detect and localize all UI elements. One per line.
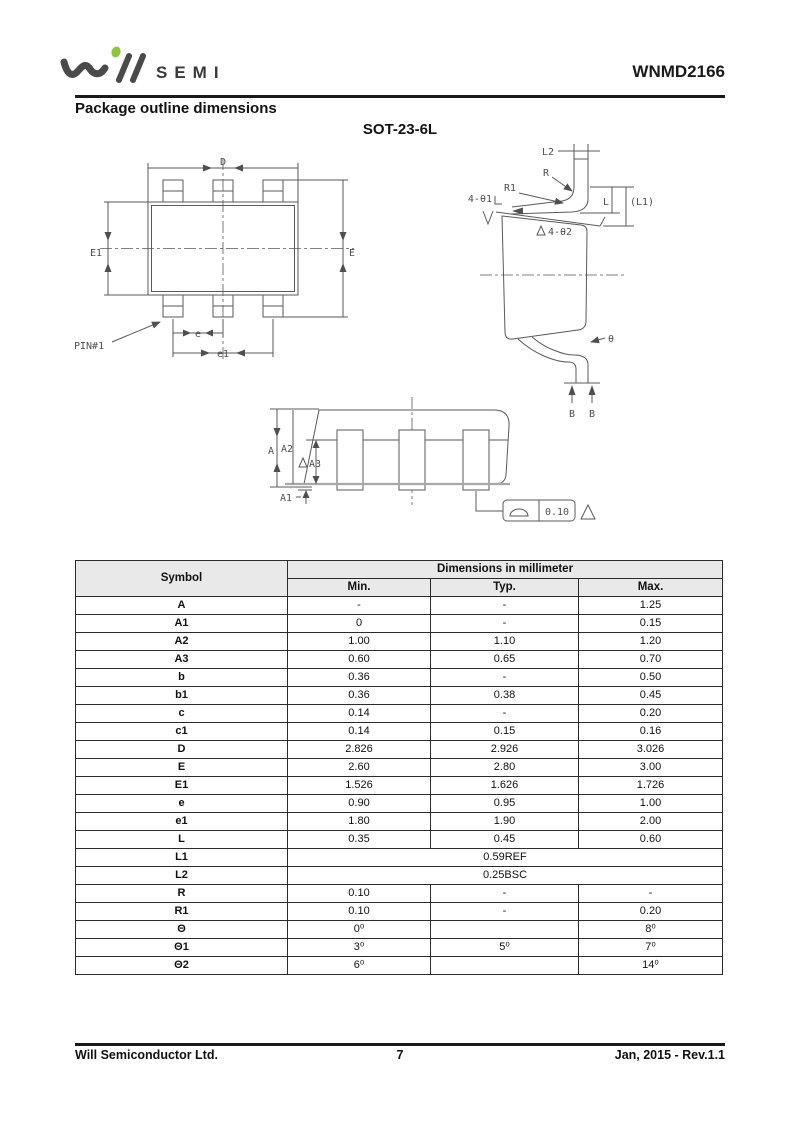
typ-value-cell [431,921,579,939]
symbol-cell: A1 [76,615,288,633]
dim-label-B-right: B [588,409,596,420]
min-value-cell: 0.10 [288,903,431,921]
symbol-cell: R1 [76,903,288,921]
typ-value-cell: - [431,615,579,633]
min-value-cell: 0.36 [288,687,431,705]
dim-label-theta1: 4-θ1 [467,194,492,205]
table-row [76,615,723,633]
table-row [76,687,723,705]
symbol-cell: E1 [76,777,288,795]
footer-revision: Jan, 2015 - Rev.1.1 [614,1048,726,1062]
typ-value-cell: 0.95 [431,795,579,813]
symbol-cell: L2 [76,867,288,885]
symbol-cell: A [76,597,288,615]
table-row [76,633,723,651]
table-row [76,705,723,723]
dim-label-R1: R1 [503,183,516,194]
footer-page-number: 7 [396,1048,404,1062]
dim-label-A1: A1 [280,493,293,504]
min-value-cell: 2.60 [288,759,431,777]
max-column-header: Max. [579,579,723,597]
typ-value-cell: - [431,903,579,921]
symbol-cell: Θ1 [76,939,288,957]
table-row [76,903,723,921]
min-value-cell: 0.36 [288,669,431,687]
dim-label-A3: A3 [309,459,322,470]
table-row [76,885,723,903]
max-value-cell: 1.20 [579,633,723,651]
revision-triangle-icon [581,505,595,519]
logo-w-mark [64,62,105,74]
table-row [76,597,723,615]
symbol-cell: A3 [76,651,288,669]
table-row [76,921,723,939]
dim-label-e: e [194,329,202,340]
table-row [76,723,723,741]
table-row [76,831,723,849]
table-row [76,795,723,813]
symbol-cell: c [76,705,288,723]
max-value-cell: - [579,885,723,903]
max-value-cell: 3.00 [579,759,723,777]
table-row [76,741,723,759]
will-semi-logo-graphic [56,44,316,94]
min-value-cell: 0 [288,615,431,633]
dim-label-E: E [349,248,356,259]
dim-label-e1: e1 [216,349,230,360]
symbol-cell: L [76,831,288,849]
max-value-cell: 14⁰ [579,957,723,975]
top-view [74,157,355,360]
logo-slash-1 [119,56,129,80]
min-value-cell: 0.90 [288,795,431,813]
table-row [76,957,723,975]
symbol-cell: A2 [76,633,288,651]
table-row [76,669,723,687]
min-value-cell: 0.35 [288,831,431,849]
typ-value-cell: 0.65 [431,651,579,669]
section-title: Package outline dimensions [75,100,277,117]
min-value-cell: 0.60 [288,651,431,669]
symbol-cell: c1 [76,723,288,741]
symbol-column-header: Symbol [76,561,288,597]
min-value-cell: 0.10 [288,885,431,903]
typ-value-cell: 2.926 [431,741,579,759]
part-number: WNMD2166 [632,62,725,81]
front-view [268,397,595,521]
dimensions-table [75,560,722,975]
min-value-cell: 6⁰ [288,957,431,975]
min-value-cell: - [288,597,431,615]
max-value-cell: 1.726 [579,777,723,795]
symbol-cell: D [76,741,288,759]
package-outline-drawing [60,135,740,545]
min-value-cell: 0.14 [288,723,431,741]
logo-green-dot [110,45,122,58]
max-value-cell: 2.00 [579,813,723,831]
max-value-cell: 0.16 [579,723,723,741]
symbol-cell: b [76,669,288,687]
max-value-cell: 0.20 [579,705,723,723]
span-value-cell: 0.25BSC [288,867,723,885]
typ-value-cell: - [431,705,579,723]
table-row [76,939,723,957]
typ-value-cell: - [431,885,579,903]
typ-value-cell: 1.90 [431,813,579,831]
logo-brand-text: SEMI [156,63,226,82]
typ-value-cell: - [431,597,579,615]
header-rule [75,95,725,98]
table-row [76,867,723,885]
side-view [468,144,654,420]
max-value-cell: 1.00 [579,795,723,813]
symbol-cell: e1 [76,813,288,831]
min-value-cell: 3⁰ [288,939,431,957]
symbol-cell: L1 [76,849,288,867]
max-value-cell: 7⁰ [579,939,723,957]
min-value-cell: 1.526 [288,777,431,795]
max-value-cell: 8⁰ [579,921,723,939]
typ-value-cell: 0.15 [431,723,579,741]
dim-label-theta: θ [608,334,615,345]
span-value-cell: 0.59REF [288,849,723,867]
symbol-cell: e [76,795,288,813]
typ-value-cell: 0.38 [431,687,579,705]
dimensions-table-body [76,597,723,975]
min-column-header: Min. [288,579,431,597]
package-name-title: SOT-23-6L [362,121,438,138]
typ-value-cell [431,957,579,975]
footer-rule [75,1043,725,1046]
min-value-cell: 1.80 [288,813,431,831]
max-value-cell: 0.45 [579,687,723,705]
min-value-cell: 0⁰ [288,921,431,939]
dim-label-E1: E1 [89,248,102,259]
footer-company: Will Semiconductor Ltd. [75,1048,218,1062]
symbol-cell: E [76,759,288,777]
typ-value-cell: 5⁰ [431,939,579,957]
symbol-cell: R [76,885,288,903]
symbol-cell: Θ2 [76,957,288,975]
seating-plane-symbol [510,509,528,516]
min-value-cell: 2.826 [288,741,431,759]
dim-label-L1: (L1) [630,197,655,208]
dim-label-R: R [542,168,549,179]
pin1-label: PIN#1 [74,341,105,352]
dim-label-A: A [267,446,274,457]
max-value-cell: 1.25 [579,597,723,615]
min-value-cell: 1.00 [288,633,431,651]
typ-value-cell: 0.45 [431,831,579,849]
typ-value-cell: 1.626 [431,777,579,795]
max-value-cell: 3.026 [579,741,723,759]
dim-label-B-left: B [568,409,576,420]
max-value-cell: 0.60 [579,831,723,849]
logo [56,44,316,94]
dim-label-L2: L2 [541,147,554,158]
table-row [76,849,723,867]
max-value-cell: 0.50 [579,669,723,687]
dim-label-L: L [602,197,609,208]
logo-slash-2 [133,56,143,80]
max-value-cell: 0.70 [579,651,723,669]
symbol-cell: Θ [76,921,288,939]
typ-column-header: Typ. [431,579,579,597]
max-value-cell: 0.20 [579,903,723,921]
symbol-cell: b1 [76,687,288,705]
min-value-cell: 0.14 [288,705,431,723]
table-row [76,777,723,795]
table-row [76,651,723,669]
max-value-cell: 0.15 [579,615,723,633]
footer [75,1048,725,1062]
dim-label-A2: A2 [281,444,294,455]
tolerance-value: 0.10 [544,507,570,518]
table-row [76,759,723,777]
dimensions-group-header: Dimensions in millimeter [288,561,723,579]
typ-value-cell: 2.80 [431,759,579,777]
table-header-row [76,561,723,579]
dim-label-D: D [219,157,227,168]
typ-value-cell: - [431,669,579,687]
typ-value-cell: 1.10 [431,633,579,651]
dim-label-theta2: 4-θ2 [548,227,573,238]
table-row [76,813,723,831]
